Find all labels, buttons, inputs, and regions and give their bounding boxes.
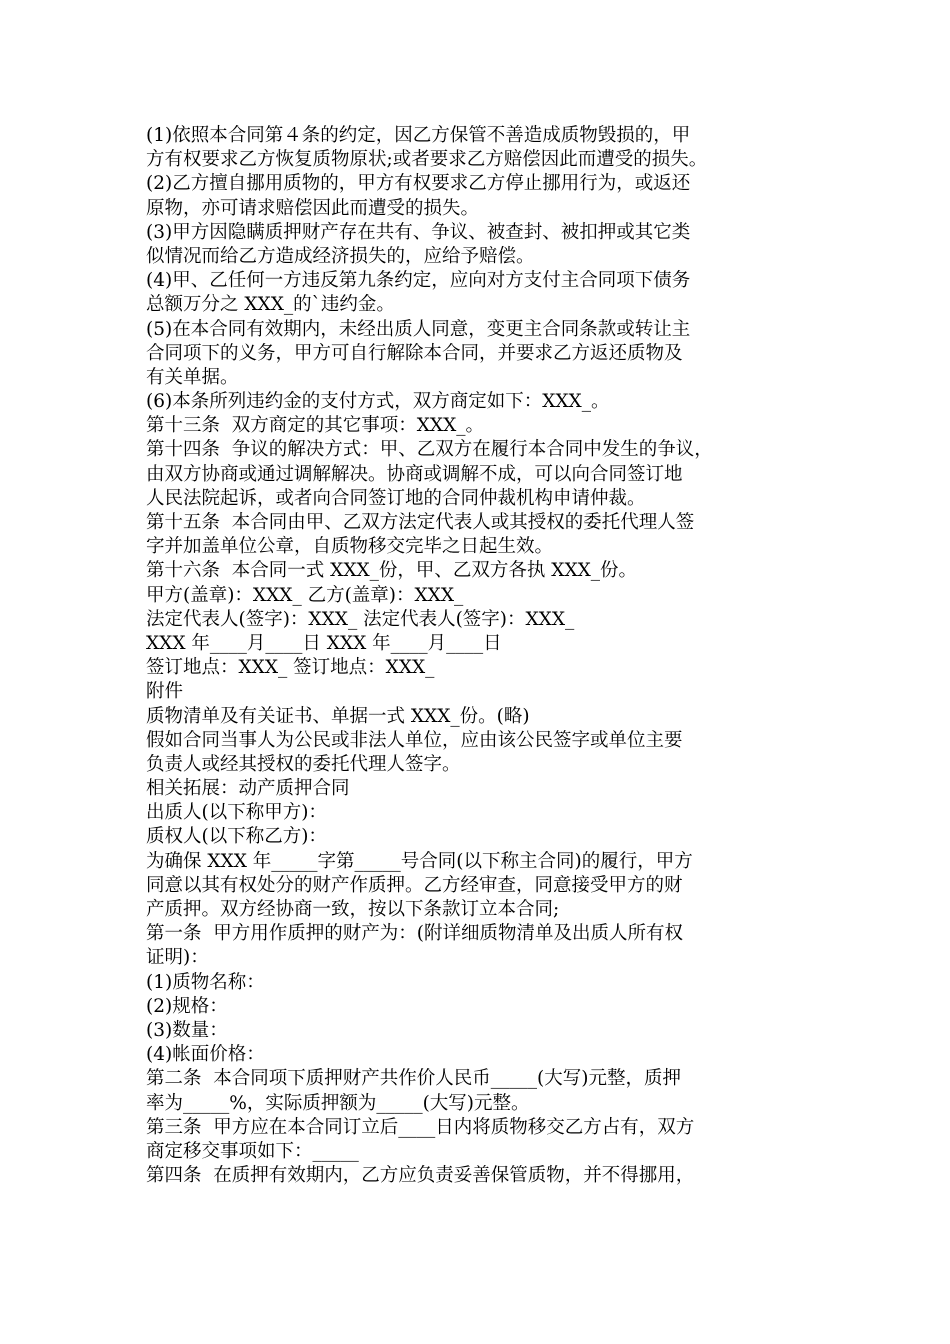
text-line: 第十四条 争议的解决方式：甲、乙双方在履行本合同中发生的争议，	[146, 439, 713, 461]
text-line: 率为_____%，实际质押额为_____(大写)元整。	[146, 1092, 530, 1114]
text-line: 原物，亦可请求赔偿因此而遭受的损失。	[146, 197, 480, 219]
text-line: (3)甲方因隐瞒质押财产存在共有、争议、被查封、被扣押或其它类	[146, 221, 691, 243]
text-line: 质物清单及有关证书、单据一式 XXX_份。(略)	[146, 705, 530, 727]
text-line: 第十三条 双方商定的其它事项：XXX_。	[146, 415, 485, 437]
text-line: (2)规格：	[146, 995, 228, 1017]
text-line: (6)本条所列违约金的支付方式，双方商定如下：XXX_。	[146, 391, 610, 413]
text-line: (4)甲、乙任何一方违反第九条约定，应向对方支付主合同项下债务	[146, 270, 691, 292]
text-line: 第二条 本合同项下质押财产共作价人民币_____(大写)元整，质押	[146, 1068, 681, 1090]
text-line: (1)质物名称：	[146, 971, 265, 993]
text-line: 人民法院起诉，或者向合同签订地的合同仲裁机构申请仲裁。	[146, 487, 646, 509]
text-line: 总额万分之 XXX_的`违约金。	[146, 294, 395, 316]
text-line: 产质押。双方经协商一致，按以下条款订立本合同;	[146, 899, 560, 920]
text-line: 法定代表人(签字)：XXX_ 法定代表人(签字)：XXX_	[146, 608, 575, 630]
text-line: XXX 年____月____日 XXX 年____月____日	[146, 632, 502, 654]
text-line: 字并加盖单位公章，自质物移交完毕之日起生效。	[146, 536, 554, 558]
text-line: 签订地点：XXX_ 签订地点：XXX_	[146, 657, 435, 679]
text-line: 相关拓展：动产质押合同	[146, 778, 350, 800]
text-line: (1)依照本合同第４条的约定，因乙方保管不善造成质物毁损的，甲	[146, 125, 691, 146]
text-line: 由双方协商或通过调解解决。协商或调解不成，可以向合同签订地	[146, 463, 683, 485]
text-line: (3)数量：	[146, 1019, 228, 1041]
text-line: 质权人(以下称乙方)：	[146, 826, 327, 848]
text-line: 假如合同当事人为公民或非法人单位，应由该公民签字或单位主要	[146, 729, 683, 751]
text-line: 证明)：	[146, 947, 209, 969]
text-line: 合同项下的义务，甲方可自行解除本合同，并要求乙方返还质物及	[146, 342, 683, 364]
text-line: 有关单据。	[146, 366, 239, 388]
text-line: 第一条 甲方用作质押的财产为：(附详细质物清单及出质人所有权	[146, 923, 683, 945]
text-line: 第三条 甲方应在本合同订立后____日内将质物移交乙方占有，双方	[146, 1116, 695, 1138]
text-line: 为确保 XXX 年_____字第_____号合同(以下称主合同)的履行，甲方	[146, 850, 693, 872]
text-line: 第四条 在质押有效期内，乙方应负责妥善保管质物，并不得挪用，	[146, 1165, 695, 1187]
text-line: 商定移交事项如下：_____	[146, 1140, 359, 1162]
text-line: 第十五条 本合同由甲、乙双方法定代表人或其授权的委托代理人签	[146, 512, 695, 533]
text-line: 第十六条 本合同一式 XXX_份，甲、乙双方各执 XXX_份。	[146, 560, 638, 582]
text-line: 出质人(以下称甲方)：	[146, 802, 327, 824]
text-line: 方有权要求乙方恢复质物原状;或者要求乙方赔偿因此而遭受的损失。	[146, 149, 708, 171]
text-line: (5)在本合同有效期内，未经出质人同意，变更主合同条款或转让主	[146, 318, 691, 340]
document-page	[146, 124, 826, 1188]
text-line: 附件	[146, 681, 184, 703]
text-line: 负责人或经其授权的委托代理人签字。	[146, 753, 461, 775]
text-line: (4)帐面价格：	[146, 1044, 265, 1066]
text-line: 甲方(盖章)：XXX_ 乙方(盖章)：XXX_	[146, 584, 464, 606]
text-line: (2)乙方擅自挪用质物的，甲方有权要求乙方停止挪用行为，或返还	[146, 173, 691, 195]
text-line: 似情况而给乙方造成经济损失的，应给予赔偿。	[146, 245, 535, 267]
text-line: 同意以其有权处分的财产作质押。乙方经审查，同意接受甲方的财	[146, 874, 683, 896]
